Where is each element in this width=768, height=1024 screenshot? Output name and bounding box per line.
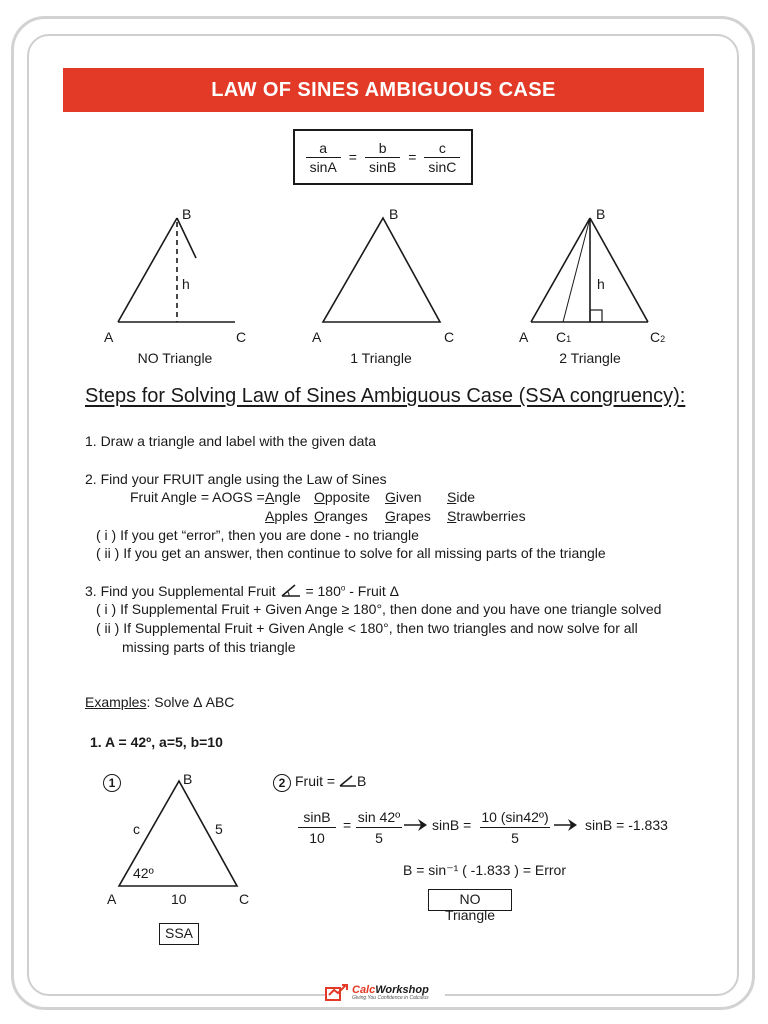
side-line xyxy=(118,218,177,322)
step-2-case-i: ( i ) If you get “error”, then you are done - no triangle xyxy=(96,527,419,543)
equals-sign: = xyxy=(343,817,352,833)
step-2-case-ii: ( ii ) If you get an answer, then continue to solve for all missing parts of the triangle xyxy=(96,545,606,561)
vertex-b-label: B xyxy=(389,206,399,222)
angle-icon xyxy=(280,584,302,597)
vertex-c-label: C xyxy=(236,329,247,345)
inverse-sine-result: B = sin⁻¹ ( -1.833 ) = Error xyxy=(403,862,566,878)
step-3-case-ii-continued: missing parts of this triangle xyxy=(122,639,296,655)
side-c-label: c xyxy=(133,821,140,837)
aogs-word-opposite: Opposite xyxy=(314,489,371,505)
no-triangle-box: NO Triangle xyxy=(428,889,512,911)
page-title: LAW OF SINES AMBIGUOUS CASE xyxy=(63,68,704,112)
step-3-text: 3. Find you Supplemental Fruit = $180^o$ - Fruit Δ xyxy=(85,583,400,599)
equals-sign: = xyxy=(348,149,357,165)
no-triangle-diagram xyxy=(118,218,235,322)
fruit-word-grapes: Grapes xyxy=(385,508,431,524)
fraction-numerator: c xyxy=(438,139,446,156)
step-number-2: 2 xyxy=(273,774,291,792)
sinb-result: sinB = -1.833 xyxy=(585,817,668,833)
vertex-a-label: A xyxy=(104,329,114,345)
vertex-c1-label: C1 xyxy=(556,329,572,345)
step-1-text: 1. Draw a triangle and label with the given data xyxy=(85,433,377,449)
aogs-word-side: Side xyxy=(447,489,476,505)
one-triangle-caption: 1 Triangle xyxy=(350,350,412,366)
side-line xyxy=(590,218,648,322)
side-line xyxy=(531,218,590,322)
fruit-word-apples: Apples xyxy=(265,508,308,524)
fruit-angle-expression: Fruit = B xyxy=(295,773,367,789)
equals-sign: = xyxy=(408,149,417,165)
calcworkshop-logo xyxy=(325,981,445,1005)
fraction-numerator: a xyxy=(319,139,328,156)
two-triangle-caption: 2 Triangle xyxy=(559,350,621,366)
fruit-angle-label: Fruit Angle = AOGS = xyxy=(130,489,265,505)
fruit-word-oranges: Oranges xyxy=(314,508,368,524)
vertex-b-label: B xyxy=(182,206,192,222)
vertex-a-label: A xyxy=(312,329,322,345)
vertex-c-label: C xyxy=(444,329,455,345)
arrow-right-icon xyxy=(554,818,578,832)
angle-a-label: 42º xyxy=(133,865,154,881)
vertex-c-label: C xyxy=(239,891,250,907)
fraction-denominator: sinB xyxy=(365,157,400,176)
step-number-1: 1 xyxy=(103,774,121,792)
short-side-line xyxy=(177,218,196,258)
logo-tagline: Giving You Confidence in Calculus xyxy=(352,995,429,1001)
aogs-word-given: Given xyxy=(385,489,422,505)
vertex-a-label: A xyxy=(519,329,529,345)
fraction-sinb-over-10: sinB 10 xyxy=(298,807,336,848)
example-1-title: 1. A = 42º, a=5, b=10 xyxy=(90,734,223,750)
vertex-a-label: A xyxy=(107,891,117,907)
examples-label: Examples: Solve Δ ABC xyxy=(85,694,235,710)
step-3-case-i: ( i ) If Supplemental Fruit + Given Ange ≥ 180°, then done and you have one triangle solved xyxy=(96,601,662,617)
inner-side-line xyxy=(563,218,590,322)
fraction-sin42-over-5: sin 42º 5 xyxy=(357,809,401,846)
step-2-text: 2. Find your FRUIT angle using the Law of Sines xyxy=(85,471,387,487)
height-label: h xyxy=(182,276,190,292)
step-3-case-ii: ( ii ) If Supplemental Fruit + Given Angle < 180°, then two triangles and now solve for all xyxy=(96,620,638,636)
vertex-b-label: B xyxy=(596,206,606,222)
two-triangle-diagram xyxy=(531,218,648,322)
vertex-b-label: B xyxy=(183,771,193,787)
side-a-label: 5 xyxy=(215,821,223,837)
steps-heading: Steps for Solving Law of Sines Ambiguous Case (SSA congruency): xyxy=(85,385,686,407)
logo-name: CalcWorkshop xyxy=(352,984,429,996)
sinb-equals: sinB = xyxy=(432,817,472,833)
aogs-word-angle: Angle xyxy=(265,489,301,505)
fraction-denominator: sinC xyxy=(424,157,460,176)
side-b-label: 10 xyxy=(171,891,187,907)
vertex-c2-label: C2 xyxy=(650,329,666,345)
one-triangle-diagram xyxy=(323,218,440,322)
logo-icon xyxy=(325,983,349,1003)
height-label: h xyxy=(597,276,605,292)
fruit-word-strawberries: Strawberries xyxy=(447,508,526,524)
right-angle-marker xyxy=(590,310,602,322)
fraction-10sin42-over-5: 10 (sin42º) 5 xyxy=(481,809,549,846)
fraction-numerator: b xyxy=(378,139,387,156)
ssa-box: SSA xyxy=(159,923,199,945)
no-triangle-caption: NO Triangle xyxy=(137,350,213,366)
triangle-shape xyxy=(323,218,440,322)
angle-icon xyxy=(339,775,357,787)
arrow-right-icon xyxy=(404,818,428,832)
fraction-denominator: sinA xyxy=(306,157,341,176)
